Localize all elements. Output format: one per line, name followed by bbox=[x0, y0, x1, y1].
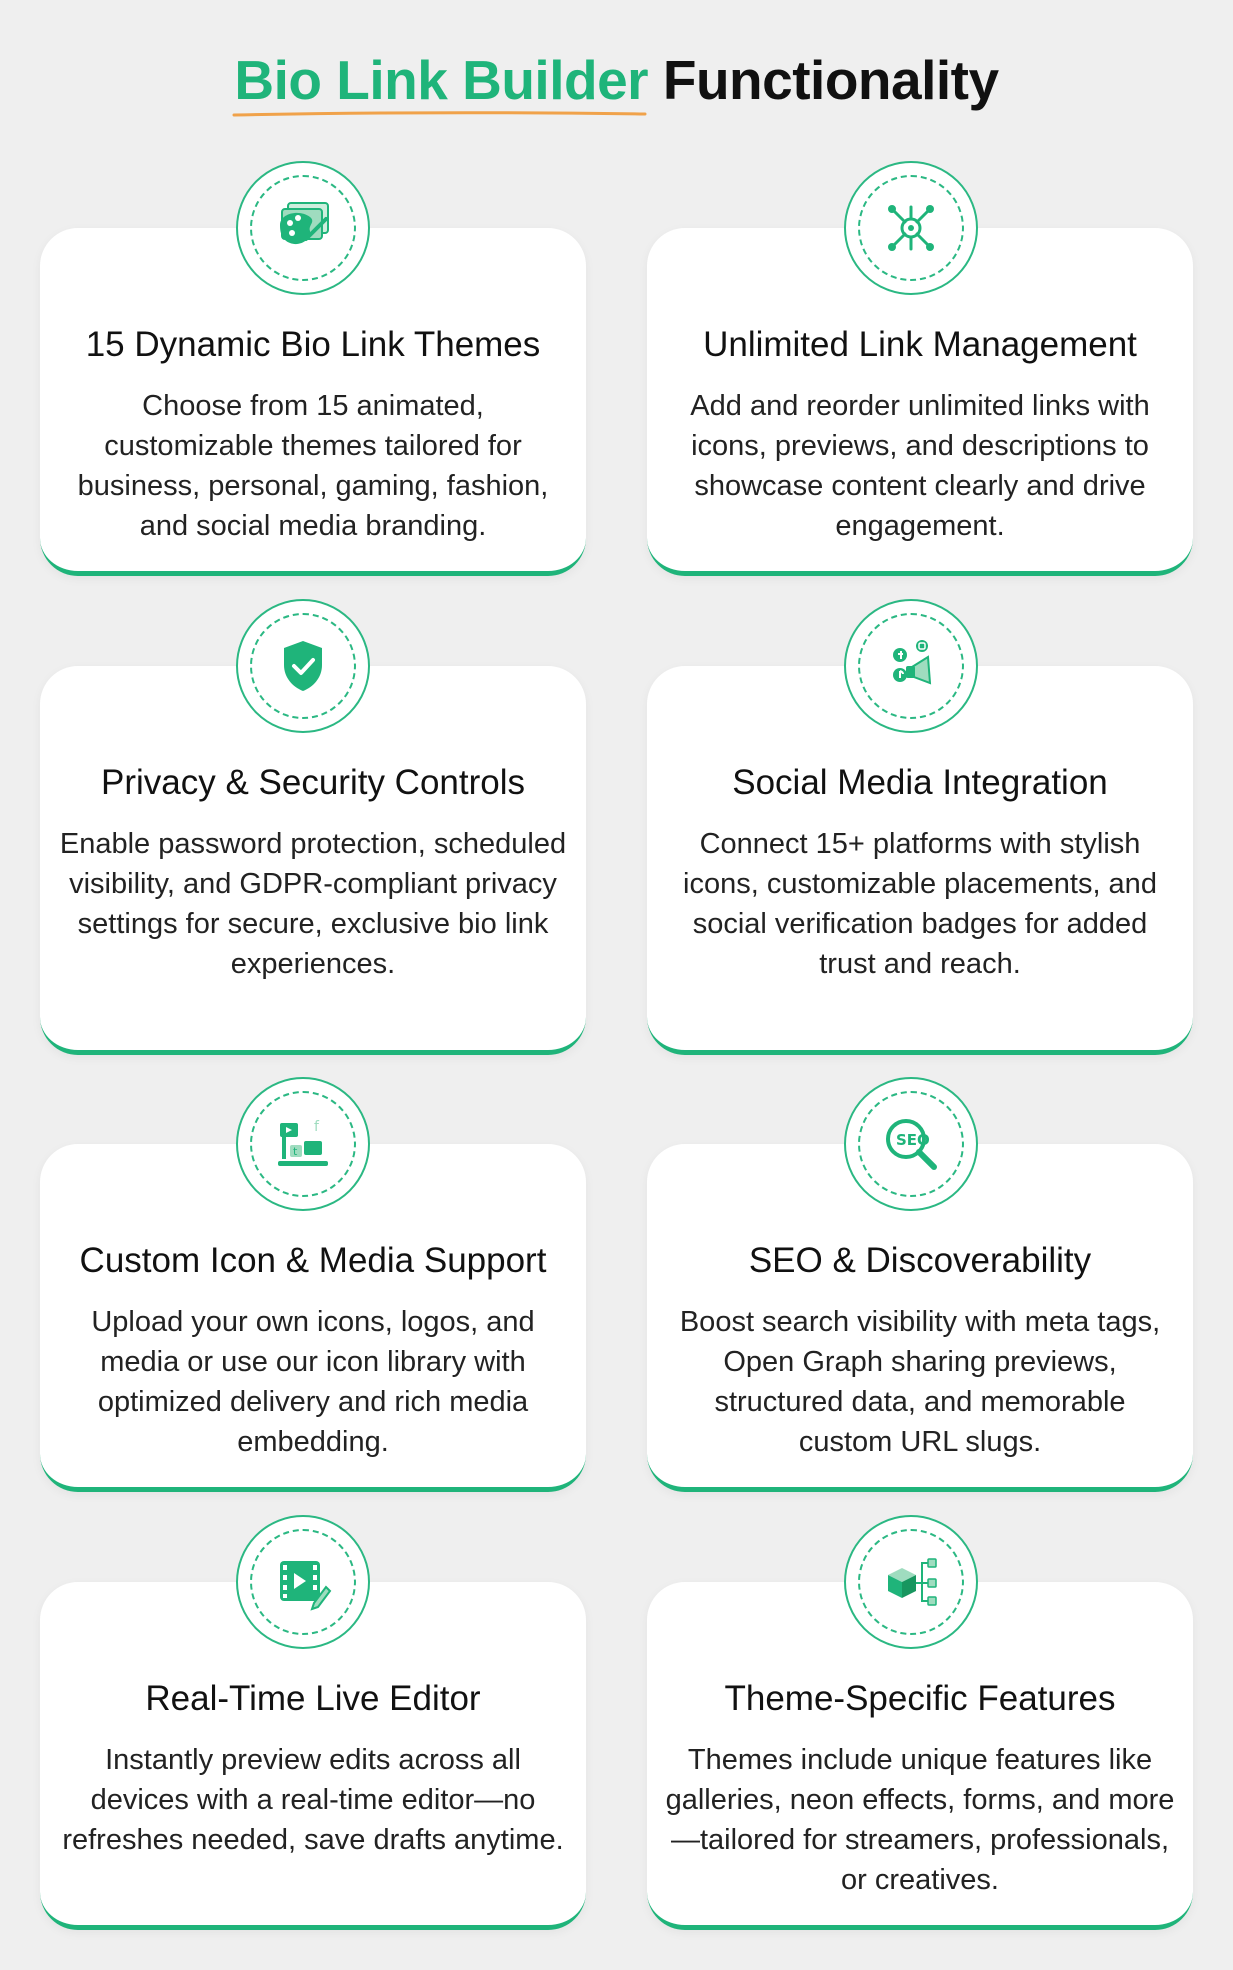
feature-description: Choose from 15 animated, customizable themes tailored for business, personal, gaming, fashion, and social media branding. bbox=[77, 390, 549, 542]
theme-palette-icon bbox=[270, 195, 336, 261]
feature-badge bbox=[236, 161, 370, 295]
feature-title: Social Media Integration bbox=[732, 763, 1108, 802]
page-title-accent: Bio Link Builder bbox=[234, 49, 649, 111]
page-title-rest: Functionality bbox=[662, 49, 999, 111]
svg-text:t: t bbox=[293, 1145, 298, 1158]
feature-title: SEO & Discoverability bbox=[748, 1241, 1092, 1280]
feature-badge bbox=[844, 1077, 978, 1211]
feature-badge bbox=[844, 1515, 978, 1649]
seo-magnifier-icon bbox=[878, 1111, 944, 1177]
feature-description: Themes include unique features like galleries, neon effects, forms, and more—tailored for streamers, professionals, or creatives. bbox=[665, 1744, 1175, 1896]
feature-title: Privacy & Security Controls bbox=[100, 763, 526, 802]
feature-badge bbox=[844, 161, 978, 295]
feature-badge bbox=[236, 599, 370, 733]
link-network-icon bbox=[878, 195, 944, 261]
video-editor-icon bbox=[270, 1549, 336, 1615]
feature-description: Instantly preview edits across all devices with a real-time editor—no refreshes needed, save drafts anytime. bbox=[62, 1744, 564, 1856]
feature-description: Boost search visibility with meta tags, Open Graph sharing previews, structured data, and memorable custom URL slugs. bbox=[679, 1306, 1161, 1458]
feature-title: 15 Dynamic Bio Link Themes bbox=[85, 325, 541, 364]
feature-title: Unlimited Link Management bbox=[703, 325, 1137, 364]
feature-badge bbox=[236, 1515, 370, 1649]
feature-badge bbox=[236, 1077, 370, 1211]
cube-features-icon bbox=[878, 1549, 944, 1615]
feature-title: Real-Time Live Editor bbox=[145, 1679, 481, 1718]
feature-title: Custom Icon & Media Support bbox=[79, 1241, 547, 1280]
social-megaphone-icon bbox=[878, 633, 944, 699]
svg-text:f: f bbox=[314, 1119, 319, 1135]
feature-description: Upload your own icons, logos, and media or use our icon library with optimized delivery and rich media embedding. bbox=[91, 1306, 535, 1458]
feature-description: Enable password protection, scheduled visibility, and GDPR-compliant privacy settings for secure, exclusive bio link experiences. bbox=[59, 828, 567, 980]
feature-title: Theme-Specific Features bbox=[724, 1679, 1116, 1718]
feature-badge bbox=[844, 599, 978, 733]
feature-description: Add and reorder unlimited links with icons, previews, and descriptions to showcase content clearly and drive engagement. bbox=[690, 390, 1150, 542]
feature-description: Connect 15+ platforms with stylish icons, customizable placements, and social verification badges for added trust and reach. bbox=[683, 828, 1157, 980]
shield-check-icon bbox=[270, 633, 336, 699]
svg-text:SEO: SEO bbox=[896, 1131, 930, 1149]
media-upload-icon bbox=[270, 1111, 336, 1177]
